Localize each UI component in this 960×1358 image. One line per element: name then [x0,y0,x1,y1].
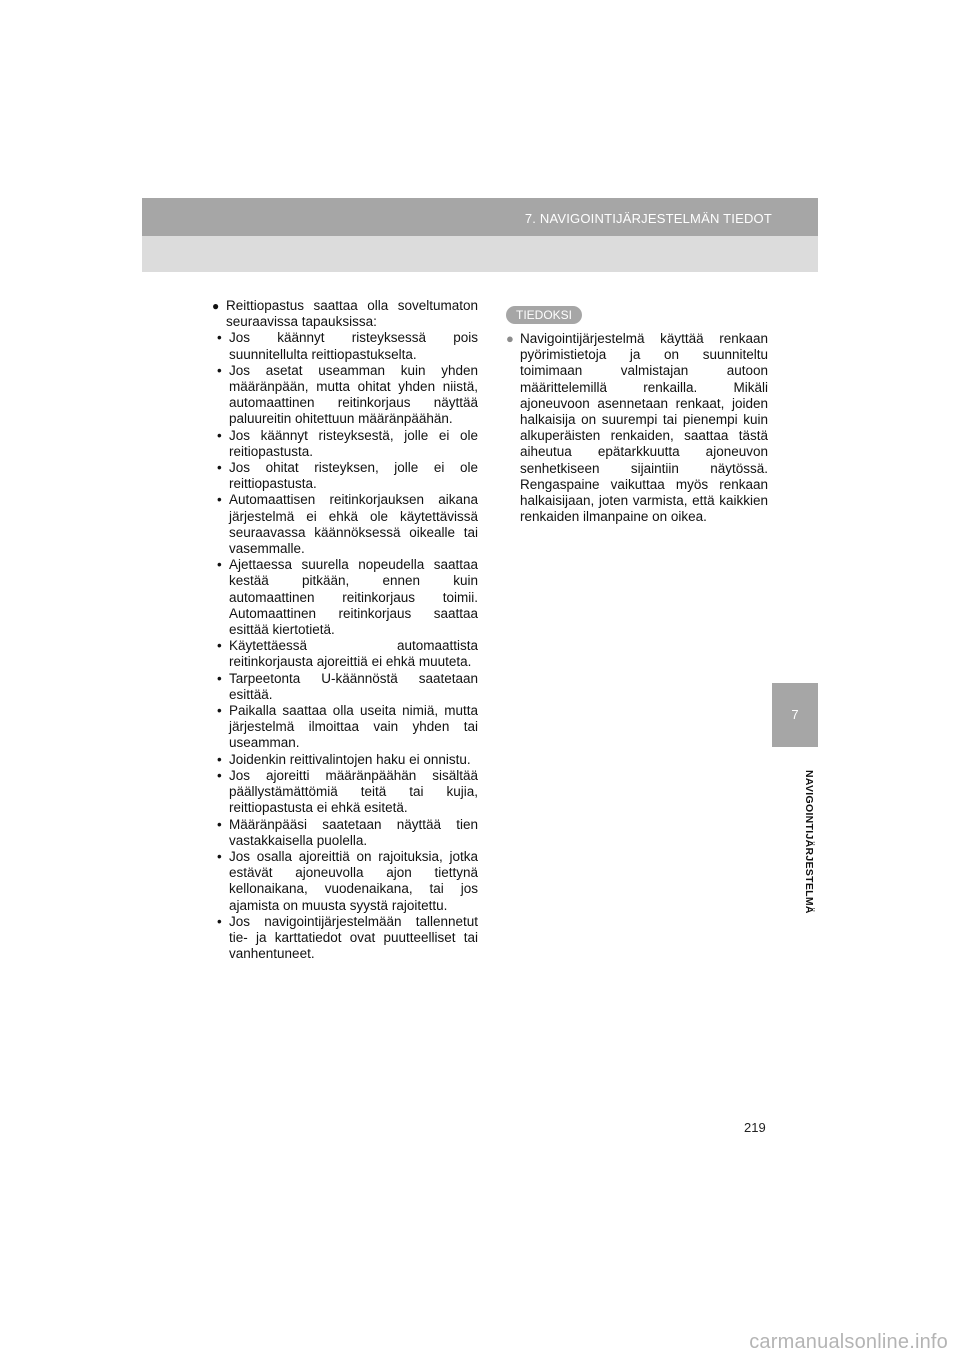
list-item: • Jos käännyt risteyksestä, jolle ei ole reitiopastusta. [212,428,478,460]
gray-circle-icon: ● [506,331,514,346]
filled-circle-icon: ● [212,299,220,313]
intro-row [212,298,478,330]
note-text: Navigointijärjestelmä käyttää renkaan pyörimistietoja ja on suunniteltu toimimaan valmistajan autoon määrittelemillä renkailla. Mikäli ajoneuvoon asennetaan renkaat, joiden halkaisija on suurempi tai pienempi kuin alkuperäisten renkaiden, saattaa tästä aiheutua epätarkkuutta ajoneuvon senhetkiseen sijaintiin näytössä. Rengaspaine vaikuttaa myös renkaan halkaisijaan, joten varmista, että kaikkien renkaiden ilmanpaine on oikea. [520,331,768,525]
list-item: • Käytettäessä automaattista reitinkorjausta ajoreittiä ei ehkä muuteta. [212,638,478,670]
chapter-tab: 7 [772,683,818,747]
section-title: 7. NAVIGOINTIJÄRJESTELMÄN TIEDOT [524,211,772,226]
condition-list [212,330,478,962]
intro-text: Reittiopastus saattaa olla soveltumaton seuraavissa tapauksissa: [226,298,478,330]
list-item: • Jos navigointijärjestelmään tallennetut tie- ja karttatiedot ovat puutteelliset tai vanhentuneet. [212,914,478,963]
list-item: • Paikalla saattaa olla useita nimiä, mutta järjestelmä ilmoittaa vain yhden tai useamman. [212,703,478,752]
note-row [506,331,768,525]
note-tag: TIEDOKSI [506,306,582,324]
list-item: • Jos käännyt risteyksessä pois suunnitellulta reittiopastukselta. [212,330,478,362]
list-item: • Tarpeetonta U-käännöstä saatetaan esittää. [212,671,478,703]
chapter-label: NAVIGOINTIJÄRJESTELMÄ [803,770,815,914]
watermark: carmanualsonline.info [749,1331,948,1353]
left-column [212,298,478,962]
list-item: • Jos ohitat risteyksen, jolle ei ole reittiopastusta. [212,460,478,492]
list-item: • Jos ajoreitti määränpäähän sisältää päällystämättömiä teitä tai kujia, reittiopastusta ei ehkä esitetä. [212,768,478,817]
list-item: • Määränpääsi saatetaan näyttää tien vastakkaisella puolella. [212,817,478,849]
page-number: 219 [744,1120,766,1135]
list-item: • Jos osalla ajoreittiä on rajoituksia, jotka estävät ajoneuvolla ajon tiettynä kellonaikana, vuodenaikana, tai jos ajamista on muusta syystä rajoitettu. [212,849,478,914]
list-item: • Ajettaessa suurella nopeudella saattaa kestää pitkään, ennen kuin automaattinen reitinkorjaus toimii. Automaattinen reitinkorjaus saattaa esittää kiertotietä. [212,557,478,638]
list-item: • Jos asetat useamman kuin yhden määränpään, mutta ohitat yhden niistä, automaattinen reitinkorjaus näyttää paluureitin ohitettuun määränpäähän. [212,363,478,428]
list-item: • Automaattisen reitinkorjauksen aikana järjestelmä ei ehkä ole käytettävissä seuraavassa käännöksessä oikealle tai vasemmalle. [212,492,478,557]
right-column [506,306,768,525]
list-item: • Joidenkin reittivalintojen haku ei onnistu. [212,752,478,768]
